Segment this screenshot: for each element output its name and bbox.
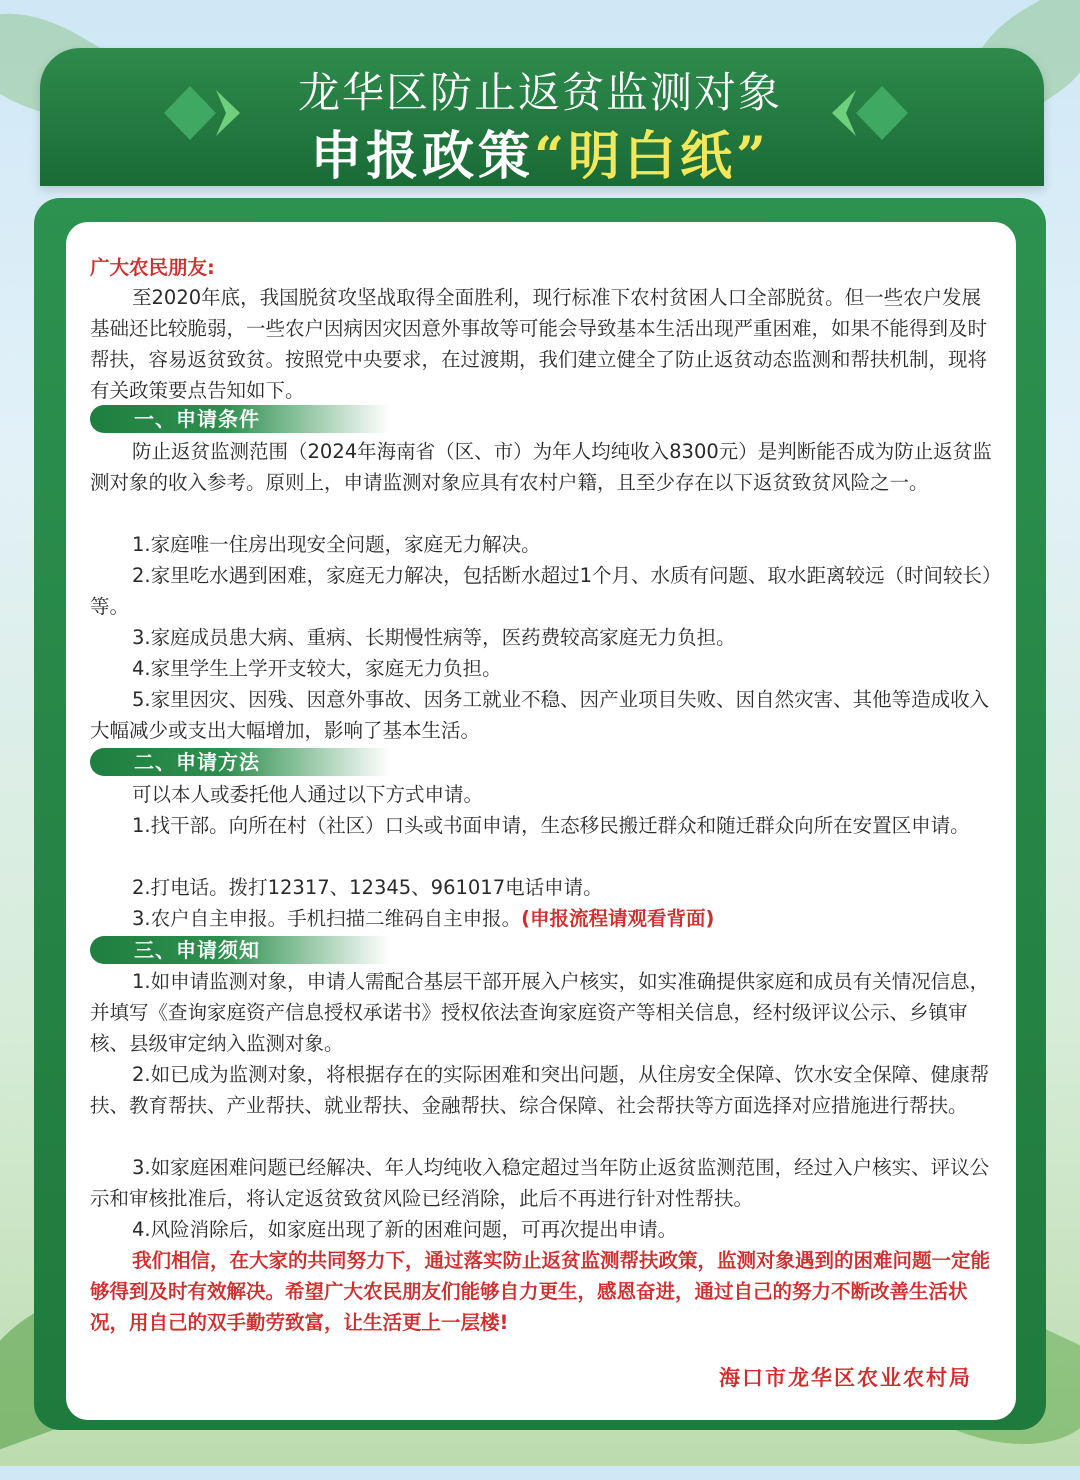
title-line-2-text: 申报政策 [310,126,535,187]
signature: 海口市龙华区农业农村局 [719,1366,972,1390]
section-2-item-with-note [90,903,994,934]
section-1-item: 5.家里因灾、因残、因意外事故、因务工就业不稳、因产业项目失败、因自然灾害、其他等造成收入大幅减少或支出大幅增加，影响了基本生活。 [90,688,990,742]
back-page-note: (申报流程请观看背面) [521,907,715,930]
section-2-item: 1.找干部。向所在村（社区）口头或书面申请，生态移民搬迁群众和随迁群众向所在安置区申请。 [132,814,970,837]
section-1-lead: 防止返贫监测范围（2024年海南省（区、市）为年人均纯收入8300元）是判断能否成为防止返贫监测对象的收入参考。原则上，申请监测对象应具有农村户籍，且至少存在以下返贫致贫风险之一。 [90,440,992,494]
section-heading-3-label: 三、申请须知 [134,938,260,962]
section-1-item: 2.家里吃水遇到困难，家庭无力解决，包括断水超过1个月、水质有问题、取水距离较远（时间较长）等。 [90,564,992,618]
section-heading-2-label: 二、申请方法 [134,750,260,774]
closing-paragraph: 我们相信，在大家的共同努力下，通过落实防止返贫监测帮扶政策，监测对象遇到的困难问题一定能够得到及时有效解决。希望广大农民朋友们能够自力更生，感恩奋进，通过自己的努力不断改善生活状况，用自己的双手勤劳致富，让生活更上一层楼! [90,1249,991,1334]
section-1-item: 1.家庭唯一住房出现安全问题，家庭无力解决。 [132,533,541,556]
section-3-item: 3.如家庭困难问题已经解决、年人均纯收入稳定超过当年防止返贫监测范围，经过入户核实、评议公示和审核批准后，将认定返贫致贫风险已经消除，此后不再进行针对性帮扶。 [90,1156,990,1210]
section-2-item: 2.打电话。拨打12317、12345、961017电话申请。 [132,876,603,899]
title-line-1: 龙华区防止返贫监测对象 [297,68,782,117]
greeting: 广大农民朋友: [90,256,215,279]
section-heading-1 [90,405,390,433]
title-line-2 [0,114,1080,189]
title-highlight: “明白纸” [534,126,770,187]
section-2-item: 3.农户自主申报。手机扫描二维码自主申报。 [132,907,522,930]
section-3-item: 4.风险消除后，如家庭出现了新的困难问题，可再次提出申请。 [132,1218,678,1241]
intro-paragraph: 至2020年底，我国脱贫攻坚战取得全面胜利，现行标准下农村贫困人口全部脱贫。但一些农户发展基础还比较脆弱，一些农户因病因灾因意外事故等可能会导致基本生活出现严重困难，如果不能得到及时帮扶，容易返贫致贫。按照党中央要求，在过渡期，我们建立健全了防止返贫动态监测和帮扶机制，现将有关政策要点告知如下。 [90,286,988,402]
section-1-item: 4.家里学生上学开支较大，家庭无力负担。 [132,657,502,680]
section-3-item: 2.如已成为监测对象，将根据存在的实际困难和突出问题，从住房安全保障、饮水安全保障、健康帮扶、教育帮扶、产业帮扶、就业帮扶、金融帮扶、综合保障、社会帮扶等方面选择对应措施进行帮扶。 [90,1063,990,1117]
section-3-item: 1.如申请监测对象，申请人需配合基层干部开展入户核实，如实准确提供家庭和成员有关情况信息，并填写《查询家庭资产信息授权承诺书》授权依法查询家庭资产等相关信息，经村级评议公示、乡镇审核、县级审定纳入监测对象。 [90,970,990,1055]
section-1-item: 3.家庭成员患大病、重病、长期慢性病等，医药费较高家庭无力负担。 [132,626,736,649]
section-heading-1-label: 一、申请条件 [134,407,260,431]
section-2-lead: 可以本人或委托他人通过以下方式申请。 [132,783,484,806]
section-heading-3 [90,936,390,964]
section-heading-2 [90,748,390,776]
